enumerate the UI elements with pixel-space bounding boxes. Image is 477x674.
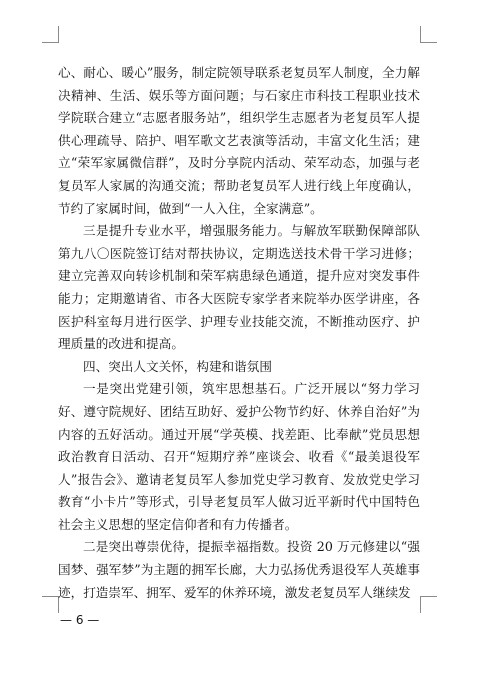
crop-mark-bottom-left [42,596,59,613]
body-text [58,62,420,604]
paragraph-lead: 二是突出尊崇优待，提振幸福指数。 [83,539,288,555]
paragraph-service-capability: 三是提升专业水平，增强服务能力。与解放军联勤保障部队第九八〇医院签订结对帮扶协议，定期选送技术骨干学习进修；建立完善双向转诊机制和荣军病患绿色通道，提升应对突发事件能力；定期邀请省、市各大医院专家学者来院举办医学讲座，各医护科室每月进行医学、护理专业技能交流，不断推动医疗、护理质量的改进和提高。 [58,223,421,352]
paragraph-lead: 三是提升专业水平，增强服务能力。 [83,223,291,239]
crop-mark-top-left [42,26,59,43]
paragraph-continuation: 心、耐心、暖心”服务，制定院领导联系老复员军人制度，全力解决精神、生活、娱乐等方面问题；与石家庄市科技工程职业技术学院联合建立“志愿者服务站”，组织学生志愿者为老复员军人提供心理疏导、陪护、唱军歌文艺表演等活动，丰富文化生活；建立“荣军家属微信群”，及时分享院内活动、荣军动态，加强与老复员军人家属的沟通交流；帮助老复员军人进行线上年度确认，节约了家属时间，做到“一人入住，全家满意”。 [58,65,420,216]
section-heading: 四、突出人文关怀，构建和谐氛围 [83,358,272,374]
page-number: — 6 — [60,613,100,627]
crop-mark-bottom-right [420,596,437,613]
crop-mark-top-right [420,26,437,43]
paragraph-lead: 一是突出党建引领，筑牢思想基石。 [83,381,295,397]
paragraph-party-building: 一是突出党建引领，筑牢思想基石。广泛开展以“努力学习好、遵守院规好、团结互助好、爱护公物节约好、休养自治好”为内容的五好活动。通过开展“学英模、找差距、比奉献”党员思想政治教育日活动、召开“短期疗养”座谈会、收看《“最美退役军人”报告会》、邀请老复员军人参加党史学习教育、发放党史学习教育“小卡片”等形式，引导老复员军人做习近平新时代中国特色社会主义思想的坚定信仰者和有力传播者。 [58,381,420,532]
paragraph-preferential-treatment: 二是突出尊崇优待，提振幸福指数。投资 20 万元修建以“强国梦、强军梦”为主题的拥军长廊，大力弘扬优秀退役军人英雄事迹，打造崇军、拥军、爱军的休养环境，激发老复员军人继续发 [58,539,420,600]
